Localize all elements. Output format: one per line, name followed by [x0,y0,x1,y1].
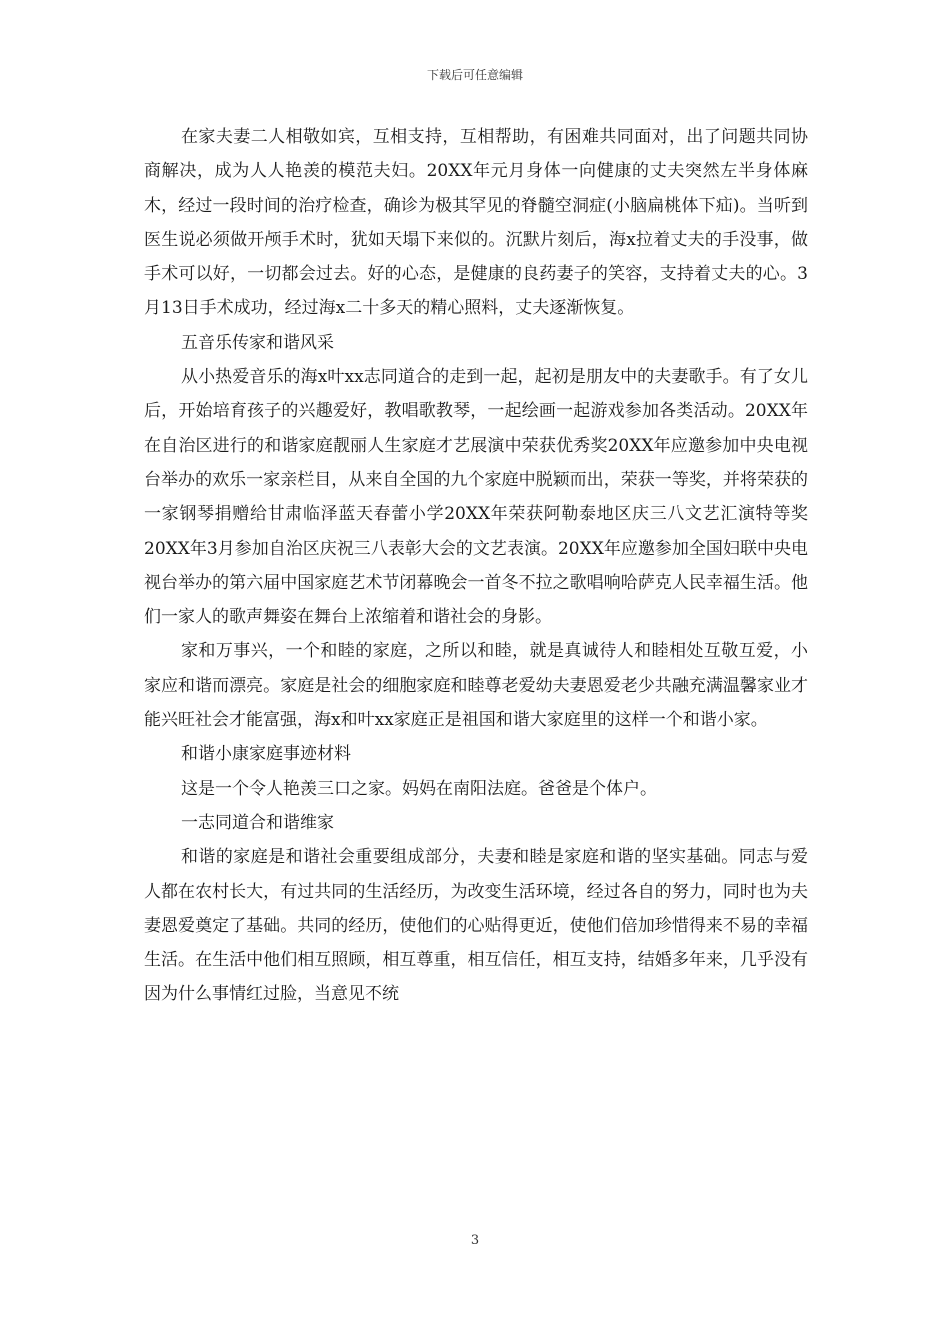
section-heading-5: 五音乐传家和谐风采 [181,332,334,353]
paragraph-5: 和谐的家庭是和谐社会重要组成部分，夫妻和睦是家庭和谐的坚实基础。同志与爱人都在农村长大，有过共同的生活经历，为改变生活环境，经过各自的努力，同时也为夫妻恩爱奠定了基础。共同的经历，使他们的心贴得更近，使他们倍加珍惜得来不易的幸福生活。在生活中他们相互照顾，相互尊重，相互信任，相互支持，结婚多年来，几乎没有因为什么事情红过脸，当意见不统 [144,847,808,1005]
paragraph-2: 从小热爱音乐的海x叶xx志同道合的走到一起，起初是朋友中的夫妻歌手。有了女儿后，开始培育孩子的兴趣爱好，教唱歌教琴，一起绘画一起游戏参加各类活动。20XX年在自治区进行的和谐家庭靓丽人生家庭才艺展演中荣获优秀奖20XX年应邀参加中央电视台举办的欢乐一家亲栏目，从来自全国的九个家庭中脱颖而出，荣获一等奖，并将荣获的一家钢琴捐赠给甘肃临泽蓝天春蕾小学20XX年荣获阿勒泰地区庆三八文艺汇演特等奖20XX年3月参加自治区庆祝三八表彰大会的文艺表演。20XX年应邀参加全国妇联中央电视台举办的第六届中国家庭艺术节闭幕晚会一首冬不拉之歌唱响哈萨克人民幸福生活。他们一家人的歌声舞姿在舞台上浓缩着和谐社会的身影。 [144,367,808,628]
paragraph-1: 在家夫妻二人相敬如宾，互相支持，互相帮助，有困难共同面对，出了问题共同协商解决，成为人人艳羡的模范夫妇。20XX年元月身体一向健康的丈夫突然左半身体麻木，经过一段时间的治疗检查，确诊为极其罕见的脊髓空洞症(小脑扁桃体下疝)。当听到医生说必须做开颅手术时，犹如天塌下来似的。沉默片刻后，海x拉着丈夫的手没事，做手术可以好，一切都会过去。好的心态，是健康的良药妻子的笑容，支持着丈夫的心。3月13日手术成功，经过海x二十多天的精心照料，丈夫逐渐恢复。 [144,127,808,319]
page-header: 下载后可任意编辑 [426,68,523,82]
paragraph-3: 家和万事兴，一个和睦的家庭，之所以和睦，就是真诚待人和睦相处互敬互爱，小家应和谐而漂亮。家庭是社会的细胞家庭和睦尊老爱幼夫妻恩爱老少共融充满温馨家业才能兴旺社会才能富强，海x和叶xx家庭正是祖国和谐大家庭里的这样一个和谐小家。 [144,641,808,731]
page-number: 3 [470,1233,480,1248]
document-title: 和谐小康家庭事迹材料 [181,744,351,765]
paragraph-4: 这是一个令人艳羡三口之家。妈妈在南阳法庭。爸爸是个体户。 [181,778,657,799]
section-heading-1: 一志同道合和谐维家 [181,812,334,833]
document-body [144,120,808,1012]
